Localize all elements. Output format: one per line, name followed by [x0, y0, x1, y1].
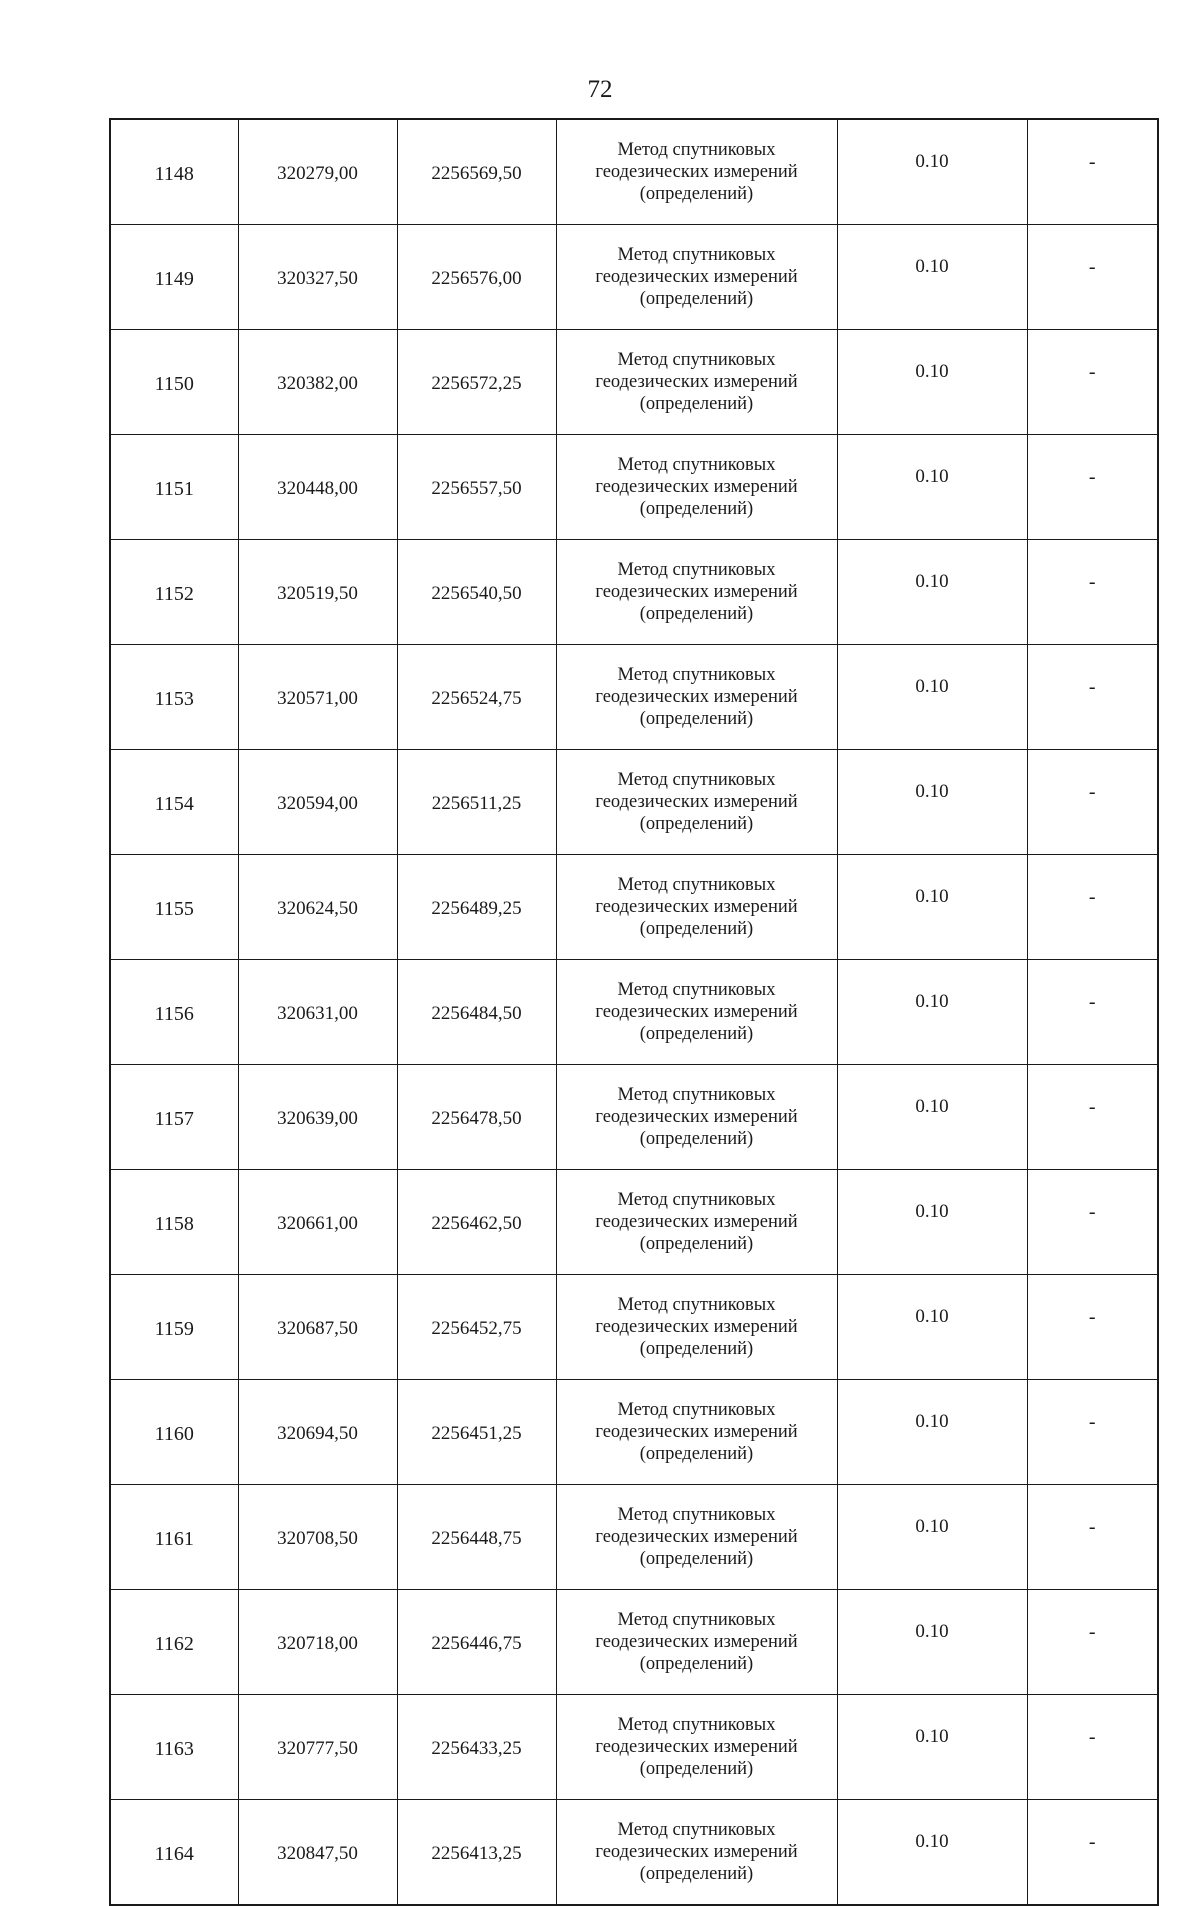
method-line: (определений) [639, 919, 754, 939]
point-number-cell: 1154 [110, 750, 238, 855]
table-row [110, 1380, 1158, 1485]
table-row [110, 855, 1158, 960]
method-cell [556, 540, 837, 645]
point-number-cell: 1163 [110, 1695, 238, 1800]
accuracy-cell: 0.10 [837, 855, 1027, 960]
page-number: 72 [587, 76, 613, 103]
accuracy-cell: 0.10 [837, 1590, 1027, 1695]
description-cell: - [1027, 435, 1158, 540]
method-line: геодезических измерений [595, 267, 798, 287]
table-row [110, 1065, 1158, 1170]
accuracy-cell: 0.10 [837, 645, 1027, 750]
method-line: (определений) [639, 289, 754, 309]
description-cell: - [1027, 1590, 1158, 1695]
point-number-cell: 1153 [110, 645, 238, 750]
method-line: (определений) [639, 1444, 754, 1464]
y-coordinate-cell: 2256557,50 [397, 435, 556, 540]
table-row [110, 1590, 1158, 1695]
method-line: Метод спутниковых [617, 875, 776, 895]
method-line: геодезических измерений [595, 582, 798, 602]
coordinates-table [109, 118, 1159, 1906]
table-row [110, 330, 1158, 435]
accuracy-cell: 0.10 [837, 1485, 1027, 1590]
x-coordinate-cell: 320694,50 [238, 1380, 397, 1485]
y-coordinate-cell: 2256576,00 [397, 225, 556, 330]
method-line: (определений) [639, 1654, 754, 1674]
method-cell [556, 1380, 837, 1485]
table-row [110, 750, 1158, 855]
table-row [110, 1275, 1158, 1380]
method-line: (определений) [639, 1549, 754, 1569]
method-line: Метод спутниковых [617, 980, 776, 1000]
method-line: Метод спутниковых [617, 245, 776, 265]
method-line: Метод спутниковых [617, 1085, 776, 1105]
accuracy-cell: 0.10 [837, 1275, 1027, 1380]
x-coordinate-cell: 320279,00 [238, 119, 397, 225]
method-line: геодезических измерений [595, 897, 798, 917]
point-number-cell: 1155 [110, 855, 238, 960]
x-coordinate-cell: 320708,50 [238, 1485, 397, 1590]
method-cell [556, 1275, 837, 1380]
x-coordinate-cell: 320594,00 [238, 750, 397, 855]
method-cell [556, 1485, 837, 1590]
accuracy-cell: 0.10 [837, 225, 1027, 330]
method-cell [556, 750, 837, 855]
y-coordinate-cell: 2256484,50 [397, 960, 556, 1065]
method-line: Метод спутниковых [617, 1715, 776, 1735]
description-cell: - [1027, 119, 1158, 225]
y-coordinate-cell: 2256448,75 [397, 1485, 556, 1590]
y-coordinate-cell: 2256451,25 [397, 1380, 556, 1485]
point-number-cell: 1149 [110, 225, 238, 330]
method-line: Метод спутниковых [617, 665, 776, 685]
method-line: Метод спутниковых [617, 1400, 776, 1420]
point-number-cell: 1158 [110, 1170, 238, 1275]
x-coordinate-cell: 320382,00 [238, 330, 397, 435]
table-row [110, 540, 1158, 645]
method-line: Метод спутниковых [617, 1505, 776, 1525]
table-row [110, 960, 1158, 1065]
method-cell [556, 1800, 837, 1906]
method-line: Метод спутниковых [617, 1820, 776, 1840]
accuracy-cell: 0.10 [837, 1800, 1027, 1906]
method-line: геодезических измерений [595, 372, 798, 392]
x-coordinate-cell: 320571,00 [238, 645, 397, 750]
method-cell [556, 1695, 837, 1800]
point-number-cell: 1161 [110, 1485, 238, 1590]
description-cell: - [1027, 1800, 1158, 1906]
x-coordinate-cell: 320687,50 [238, 1275, 397, 1380]
method-line: геодезических измерений [595, 1527, 798, 1547]
method-cell [556, 645, 837, 750]
point-number-cell: 1151 [110, 435, 238, 540]
method-line: геодезических измерений [595, 1002, 798, 1022]
y-coordinate-cell: 2256569,50 [397, 119, 556, 225]
accuracy-cell: 0.10 [837, 1170, 1027, 1275]
description-cell: - [1027, 1380, 1158, 1485]
method-line: Метод спутниковых [617, 560, 776, 580]
point-number-cell: 1152 [110, 540, 238, 645]
description-cell: - [1027, 645, 1158, 750]
x-coordinate-cell: 320718,00 [238, 1590, 397, 1695]
point-number-cell: 1150 [110, 330, 238, 435]
accuracy-cell: 0.10 [837, 330, 1027, 435]
x-coordinate-cell: 320327,50 [238, 225, 397, 330]
method-cell [556, 1170, 837, 1275]
method-line: геодезических измерений [595, 1737, 798, 1757]
table-row [110, 1170, 1158, 1275]
x-coordinate-cell: 320639,00 [238, 1065, 397, 1170]
point-number-cell: 1164 [110, 1800, 238, 1906]
point-number-cell: 1157 [110, 1065, 238, 1170]
table-body [110, 119, 1158, 1905]
point-number-cell: 1162 [110, 1590, 238, 1695]
description-cell: - [1027, 1170, 1158, 1275]
accuracy-cell: 0.10 [837, 1695, 1027, 1800]
y-coordinate-cell: 2256413,25 [397, 1800, 556, 1906]
method-line: геодезических измерений [595, 687, 798, 707]
method-line: (определений) [639, 184, 754, 204]
method-line: геодезических измерений [595, 1107, 798, 1127]
y-coordinate-cell: 2256524,75 [397, 645, 556, 750]
method-cell [556, 1065, 837, 1170]
method-line: Метод спутниковых [617, 350, 776, 370]
method-line: (определений) [639, 499, 754, 519]
y-coordinate-cell: 2256489,25 [397, 855, 556, 960]
x-coordinate-cell: 320631,00 [238, 960, 397, 1065]
description-cell: - [1027, 1695, 1158, 1800]
method-line: геодезических измерений [595, 1842, 798, 1862]
method-line: геодезических измерений [595, 1422, 798, 1442]
method-line: (определений) [639, 1864, 754, 1884]
method-line: геодезических измерений [595, 1317, 798, 1337]
y-coordinate-cell: 2256462,50 [397, 1170, 556, 1275]
x-coordinate-cell: 320624,50 [238, 855, 397, 960]
method-line: геодезических измерений [595, 1212, 798, 1232]
accuracy-cell: 0.10 [837, 750, 1027, 855]
accuracy-cell: 0.10 [837, 1380, 1027, 1485]
y-coordinate-cell: 2256478,50 [397, 1065, 556, 1170]
method-line: (определений) [639, 1339, 754, 1359]
accuracy-cell: 0.10 [837, 540, 1027, 645]
table-row [110, 645, 1158, 750]
y-coordinate-cell: 2256452,75 [397, 1275, 556, 1380]
method-line: Метод спутниковых [617, 770, 776, 790]
method-line: геодезических измерений [595, 792, 798, 812]
table-row [110, 1485, 1158, 1590]
y-coordinate-cell: 2256540,50 [397, 540, 556, 645]
method-line: (определений) [639, 1759, 754, 1779]
description-cell: - [1027, 330, 1158, 435]
method-line: Метод спутниковых [617, 1295, 776, 1315]
point-number-cell: 1160 [110, 1380, 238, 1485]
accuracy-cell: 0.10 [837, 960, 1027, 1065]
description-cell: - [1027, 1065, 1158, 1170]
description-cell: - [1027, 1485, 1158, 1590]
point-number-cell: 1159 [110, 1275, 238, 1380]
method-line: (определений) [639, 1129, 754, 1149]
table-row [110, 119, 1158, 225]
y-coordinate-cell: 2256572,25 [397, 330, 556, 435]
table-row [110, 225, 1158, 330]
method-cell [556, 1590, 837, 1695]
method-line: Метод спутниковых [617, 455, 776, 475]
point-number-cell: 1156 [110, 960, 238, 1065]
x-coordinate-cell: 320777,50 [238, 1695, 397, 1800]
table-row [110, 435, 1158, 540]
description-cell: - [1027, 960, 1158, 1065]
point-number-cell: 1148 [110, 119, 238, 225]
method-line: геодезических измерений [595, 477, 798, 497]
method-cell [556, 119, 837, 225]
table-row [110, 1695, 1158, 1800]
method-line: (определений) [639, 814, 754, 834]
method-cell [556, 855, 837, 960]
method-line: Метод спутниковых [617, 1610, 776, 1630]
method-line: (определений) [639, 709, 754, 729]
method-line: (определений) [639, 1234, 754, 1254]
x-coordinate-cell: 320847,50 [238, 1800, 397, 1906]
y-coordinate-cell: 2256433,25 [397, 1695, 556, 1800]
x-coordinate-cell: 320448,00 [238, 435, 397, 540]
x-coordinate-cell: 320661,00 [238, 1170, 397, 1275]
description-cell: - [1027, 750, 1158, 855]
description-cell: - [1027, 225, 1158, 330]
description-cell: - [1027, 540, 1158, 645]
method-cell [556, 435, 837, 540]
method-cell [556, 225, 837, 330]
description-cell: - [1027, 855, 1158, 960]
method-cell [556, 960, 837, 1065]
method-line: Метод спутниковых [617, 140, 776, 160]
method-line: (определений) [639, 604, 754, 624]
y-coordinate-cell: 2256446,75 [397, 1590, 556, 1695]
method-line: (определений) [639, 1024, 754, 1044]
method-line: (определений) [639, 394, 754, 414]
method-line: Метод спутниковых [617, 1190, 776, 1210]
description-cell: - [1027, 1275, 1158, 1380]
method-line: геодезических измерений [595, 162, 798, 182]
accuracy-cell: 0.10 [837, 119, 1027, 225]
y-coordinate-cell: 2256511,25 [397, 750, 556, 855]
x-coordinate-cell: 320519,50 [238, 540, 397, 645]
accuracy-cell: 0.10 [837, 435, 1027, 540]
table-row [110, 1800, 1158, 1906]
method-line: геодезических измерений [595, 1632, 798, 1652]
accuracy-cell: 0.10 [837, 1065, 1027, 1170]
method-cell [556, 330, 837, 435]
